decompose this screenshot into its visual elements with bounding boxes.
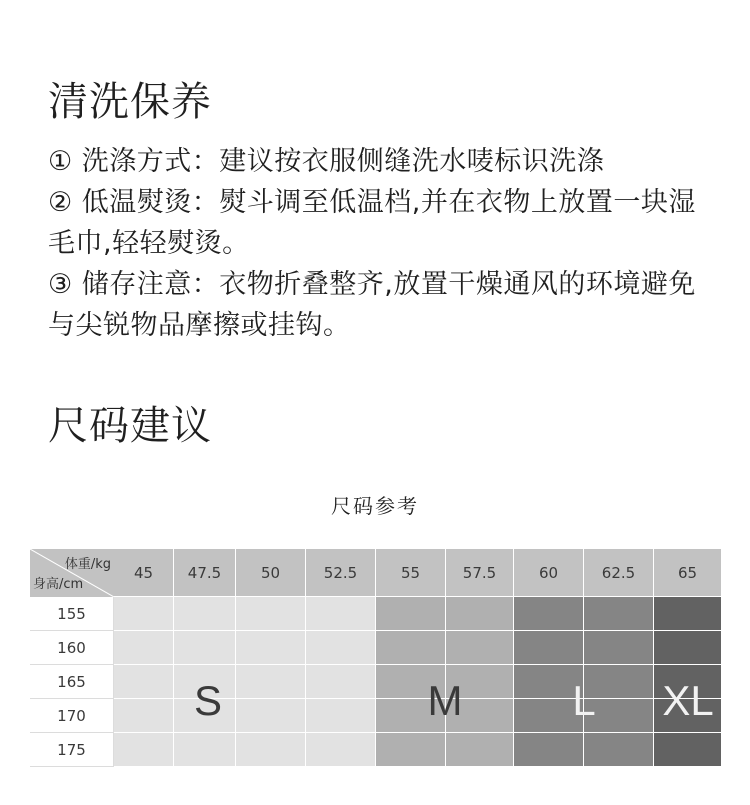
size-cell [446, 597, 514, 631]
size-cell [584, 733, 654, 767]
size-cell [114, 665, 174, 699]
weight-header-57.5: 57.5 [446, 549, 514, 597]
care-line-washing: ① 洗涤方式：建议按衣服侧缝洗水唛标识洗涤 [48, 146, 605, 177]
size-cell [654, 733, 722, 767]
size-cell [446, 631, 514, 665]
weight-header-60: 60 [514, 549, 584, 597]
size-cell [584, 631, 654, 665]
weight-header-65: 65 [654, 549, 722, 597]
size-cell [236, 597, 306, 631]
care-heading: 清洗保养 [48, 79, 212, 125]
size-cell [584, 597, 654, 631]
size-cell [514, 631, 584, 665]
care-line-storage: ③ 储存注意：衣物折叠整齐,放置干燥通风的环境避免与尖锐物品摩擦或挂钩。 [48, 269, 696, 341]
size-chart-table [30, 549, 722, 768]
size-cell [376, 733, 446, 767]
size-cell [114, 699, 174, 733]
height-axis-label: 身高/cm [33, 577, 84, 592]
care-instructions [48, 141, 708, 346]
size-cell [306, 699, 376, 733]
size-cell [114, 597, 174, 631]
weight-header-50: 50 [236, 549, 306, 597]
size-label-l: L [572, 677, 596, 724]
height-row-label-165: 165 [30, 665, 114, 699]
weight-header-62.5: 62.5 [584, 549, 654, 597]
size-cell [654, 597, 722, 631]
weight-header-55: 55 [376, 549, 446, 597]
size-cell [514, 733, 584, 767]
weight-header-45: 45 [114, 549, 174, 597]
size-cell [236, 665, 306, 699]
weight-header-47.5: 47.5 [174, 549, 236, 597]
size-cell [174, 631, 236, 665]
size-cell [114, 631, 174, 665]
size-cell [306, 597, 376, 631]
weight-axis-label: 体重/kg [64, 557, 111, 572]
height-row-label-175: 175 [30, 733, 114, 767]
size-chart-caption: 尺码参考 [331, 494, 419, 518]
height-row-label-160: 160 [30, 631, 114, 665]
size-cell [446, 733, 514, 767]
size-cell [514, 597, 584, 631]
corner-header [30, 549, 114, 597]
size-label-m: M [427, 677, 463, 724]
size-cell [376, 631, 446, 665]
size-cell [654, 631, 722, 665]
size-cell [236, 699, 306, 733]
size-cell [236, 631, 306, 665]
size-label-s: S [193, 677, 223, 724]
size-label-xl: XL [662, 677, 714, 724]
height-row-label-155: 155 [30, 597, 114, 631]
size-cell [306, 631, 376, 665]
size-heading: 尺码建议 [48, 403, 212, 449]
size-cell [174, 597, 236, 631]
care-line-ironing: ② 低温熨烫：熨斗调至低温档,并在衣物上放置一块湿毛巾,轻轻熨烫。 [48, 187, 696, 259]
size-cell [306, 733, 376, 767]
size-cell [114, 733, 174, 767]
weight-header-52.5: 52.5 [306, 549, 376, 597]
size-cell [236, 733, 306, 767]
size-cell [376, 597, 446, 631]
size-cell [306, 665, 376, 699]
height-row-label-170: 170 [30, 699, 114, 733]
size-cell [174, 733, 236, 767]
